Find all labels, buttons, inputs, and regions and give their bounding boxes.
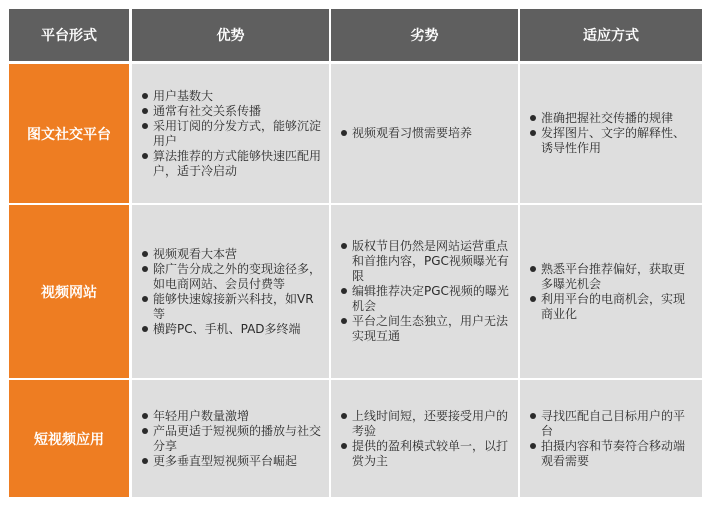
bullet-icon [341,243,347,249]
bullet-icon [530,115,536,121]
header-disadvantages-label: 劣势 [410,28,439,44]
cell-disadvantages-row2 [331,205,520,380]
bullet-icon [142,428,148,434]
list-item-text: 能够快速嫁接新兴科技，如VR等 [153,291,314,321]
list-item-text: 算法推荐的方式能够快速匹配用户，适于冷启动 [153,148,322,178]
list-item-text: 寻找匹配自己目标用户的平台 [541,408,686,438]
cell-approach-row3 [520,380,702,497]
list-item-text: 准确把握社交传播的规律 [541,111,674,125]
cell-advantages-row1 [132,64,331,205]
cell-approach-row1 [520,64,702,205]
list-item [339,284,510,314]
list-item [140,104,321,119]
bullet-icon [530,130,536,136]
list-item-text: 平台之间生态独立，用户无法实现互通 [352,314,509,343]
row-head-short-video-app [9,380,132,497]
list-item-text: 更多垂直型短视频平台崛起 [153,453,298,468]
header-approach [520,9,702,64]
bullet-list [528,111,694,156]
list-item [339,126,510,141]
list-item [140,262,321,292]
bullet-list [528,409,694,469]
bullet-icon [142,108,148,114]
list-item [528,262,694,292]
row-head-video-site [9,205,132,380]
list-item-text: 利用平台的电商机会，实现商业化 [541,291,686,321]
list-item-text: 视频观看大本营 [153,246,238,261]
list-item [140,454,321,469]
bullet-icon [341,443,347,449]
list-item [528,409,694,439]
bullet-icon [341,318,347,324]
row-head-label: 视频网站 [41,284,97,301]
list-item-text: 上线时间短，还要接受用户的考验 [352,408,509,438]
bullet-icon [142,266,148,272]
list-item [140,247,321,262]
list-item [140,89,321,104]
bullet-icon [530,266,536,272]
cell-advantages-row2 [132,205,331,380]
bullet-list [528,262,694,322]
bullet-icon [530,296,536,302]
list-item [140,119,321,149]
bullet-icon [142,251,148,257]
list-item-text: 通常有社交关系传播 [153,103,262,118]
bullet-icon [530,443,536,449]
bullet-icon [142,123,148,129]
header-advantages-label: 优势 [216,28,245,44]
list-item [339,409,510,439]
list-item [140,292,321,322]
list-item-text: 熟悉平台推荐偏好，获取更多曝光机会 [541,261,686,291]
comparison-table [9,9,702,497]
list-item [140,322,321,337]
list-item [140,424,321,454]
list-item-text: 拍摄内容和节奏符合移动端观看需要 [541,438,686,468]
list-item [528,126,694,156]
cell-advantages-row3 [132,380,331,497]
header-platform-type [9,9,132,64]
list-item-text: 横跨PC、手机、PAD多终端 [153,321,301,336]
bullet-icon [142,458,148,464]
bullet-icon [142,296,148,302]
list-item [528,292,694,322]
row-head-image-text-social [9,64,132,205]
list-item-text: 除广告分成之外的变现途径多，如电商网站、会员付费等 [153,261,322,291]
list-item-text: 版权节目仍然是网站运营重点和首推内容，PGC视频曝光有限 [352,239,509,283]
header-approach-label: 适应方式 [583,28,639,44]
bullet-icon [341,288,347,294]
bullet-list [140,89,321,179]
list-item-text: 用户基数大 [153,88,214,103]
list-item [339,439,510,469]
cell-disadvantages-row1 [331,64,520,205]
list-item-text: 发挥图片、文字的解释性、诱导性作用 [541,126,686,155]
list-item-text: 提供的盈利模式较单一，以打赏为主 [352,438,509,468]
list-item-text: 视频观看习惯需要培养 [352,126,473,140]
header-advantages [132,9,331,64]
list-item-text: 年轻用户数量激增 [153,408,250,423]
bullet-icon [142,326,148,332]
list-item [339,314,510,344]
bullet-icon [341,413,347,419]
cell-approach-row2 [520,205,702,380]
bullet-icon [530,413,536,419]
bullet-icon [142,413,148,419]
bullet-list [339,239,510,344]
row-head-label: 图文社交平台 [27,126,111,143]
cell-disadvantages-row3 [331,380,520,497]
list-item [528,439,694,469]
header-platform-type-label: 平台形式 [41,28,97,44]
bullet-list [140,247,321,337]
list-item-text: 编辑推荐决定PGC视频的曝光机会 [352,284,509,313]
list-item-text: 产品更适于短视频的播放与社交分享 [153,423,322,453]
list-item [528,111,694,126]
bullet-list [339,409,510,469]
list-item [140,149,321,179]
bullet-icon [142,93,148,99]
bullet-icon [142,153,148,159]
list-item [140,409,321,424]
row-head-label: 短视频应用 [34,431,104,448]
header-disadvantages [331,9,520,64]
bullet-list [140,409,321,469]
list-item [339,239,510,284]
list-item-text: 采用订阅的分发方式，能够沉淀用户 [153,118,322,148]
bullet-icon [341,130,347,136]
bullet-list [339,126,510,141]
